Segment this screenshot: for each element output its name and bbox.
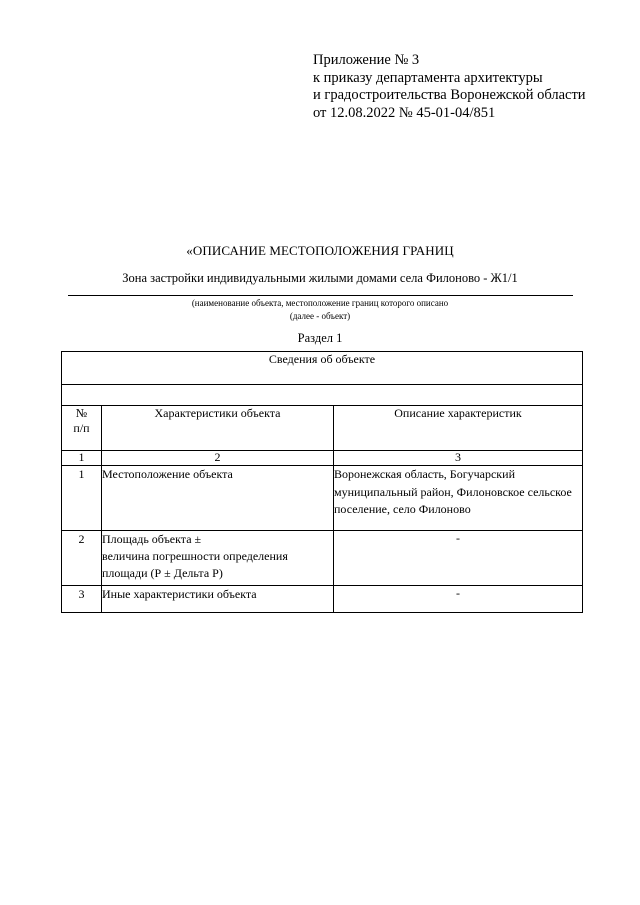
column-number: 1 [62,451,102,466]
section-title: Раздел 1 [297,331,343,345]
row-description: Воронежская область, Богучарский муниципальный район, Филоновское сельское поселение, село Филоново [334,466,583,531]
appendix-number: Приложение № 3 [313,52,420,68]
row-description: - [334,586,583,613]
column-header-num: № п/п [62,406,102,451]
row-characteristic: Площадь объекта ± величина погрешности определения площади (Р ± Дельта Р) [102,531,334,586]
column-number: 2 [102,451,334,466]
table-row [62,586,583,613]
appendix-header [313,52,586,122]
row-characteristic: Местоположение объекта [102,466,334,531]
column-number-row [62,451,583,466]
object-info-table [61,351,583,613]
row-number: 3 [62,586,102,613]
table-empty-row [62,385,583,406]
table-row [62,466,583,531]
table-row [62,531,583,586]
row-description: - [334,531,583,586]
column-header-characteristic: Характеристики объекта [102,406,334,451]
caption-line-1: (наименование объекта, местоположение границ которого описано [191,298,449,308]
table-heading-row [62,352,583,385]
row-number: 2 [62,531,102,586]
appendix-date-number: от 12.08.2022 № 45-01-04/851 [313,104,496,121]
appendix-department: и градостроительства Воронежской области [313,87,586,103]
empty-cell [62,385,583,406]
object-name-caption [0,297,640,323]
object-name-underline [68,295,573,296]
object-name: Зона застройки индивидуальными жилыми домами села Филоново - Ж1/1 [122,271,518,285]
table-heading: Сведения об объекте [62,352,583,385]
document-title: «ОПИСАНИЕ МЕСТОПОЛОЖЕНИЯ ГРАНИЦ [186,243,454,258]
column-header-description: Описание характеристик [334,406,583,451]
column-number: 3 [334,451,583,466]
appendix-order-ref: к приказу департамента архитектуры [313,69,543,86]
column-header-row [62,406,583,451]
caption-line-2: (далее - объект) [289,311,351,321]
row-characteristic: Иные характеристики объекта [102,586,334,613]
row-number: 1 [62,466,102,531]
